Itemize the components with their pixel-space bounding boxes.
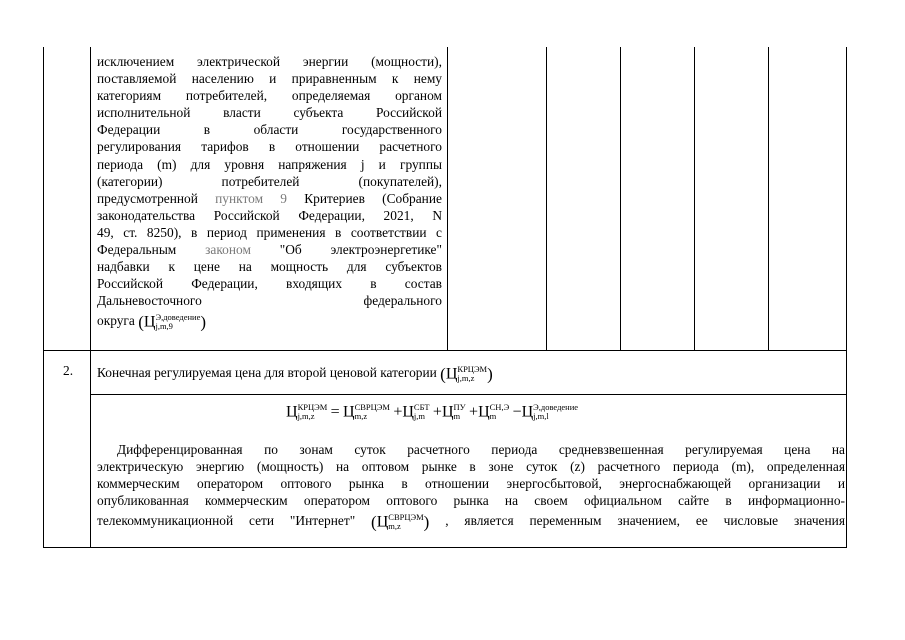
column-divider bbox=[447, 47, 448, 350]
text-fragment: округа bbox=[97, 313, 135, 329]
text-line: категориям потребителей, определяемая органом bbox=[97, 88, 442, 104]
formula-indices bbox=[457, 365, 487, 383]
formula-subscript: m,z bbox=[388, 521, 401, 532]
formula-superscript: СВРЦЭМ bbox=[354, 401, 390, 412]
text-line: регулирования тарифов в отношении расчетного bbox=[97, 139, 442, 155]
table-border-right bbox=[846, 47, 847, 548]
price-symbol: Ц bbox=[343, 403, 355, 421]
text-line: (категории) потребителей (покупателей), bbox=[97, 173, 442, 189]
row1-description bbox=[97, 53, 442, 331]
row-divider bbox=[43, 350, 847, 351]
formula-paren: ) bbox=[487, 364, 493, 384]
formula-operator: + bbox=[469, 403, 479, 421]
formula-superscript: СБТ bbox=[413, 401, 430, 412]
formula-indices bbox=[533, 403, 578, 421]
formula-indices bbox=[388, 513, 423, 531]
row2-title bbox=[97, 364, 797, 383]
criteria-clause-link[interactable]: пунктом 9 bbox=[215, 190, 287, 206]
formula-superscript: Э,доведение bbox=[155, 312, 201, 323]
formula-operator: − bbox=[512, 403, 522, 421]
formula-subscript: m bbox=[453, 410, 461, 421]
formula-indices bbox=[298, 403, 328, 421]
formula-subscript: m,z bbox=[354, 410, 368, 421]
text-line bbox=[97, 241, 442, 258]
formula-paren: ( bbox=[138, 312, 144, 332]
formula-indices bbox=[355, 403, 390, 421]
text-fragment: Конечная регулируемая цена для второй ценовой категории bbox=[97, 365, 437, 380]
federal-law-link[interactable]: законом bbox=[205, 242, 251, 258]
text-line bbox=[97, 312, 442, 331]
text-line: опубликованная коммерческим оператором оптового рынка на своем официальном сайте в информационно- bbox=[97, 493, 845, 509]
row-number: 2. bbox=[63, 363, 74, 378]
formula-superscript: Э,доведение bbox=[533, 401, 579, 412]
column-divider bbox=[620, 47, 621, 350]
table-border-left bbox=[43, 47, 44, 548]
text-line: 49, ст. 8250), в период применения в соответствии с bbox=[97, 224, 442, 240]
column-divider bbox=[694, 47, 695, 350]
formula-superscript: СН,Э bbox=[489, 401, 510, 412]
formula-subscript: j,m,9 bbox=[155, 321, 173, 332]
text-line bbox=[97, 190, 442, 207]
price-symbol: Ц bbox=[521, 403, 534, 421]
table-border-bottom bbox=[43, 547, 847, 548]
price-symbol: Ц bbox=[376, 513, 389, 531]
text-fragment: , является переменным значением, ее числовые значения bbox=[445, 513, 845, 529]
row-divider bbox=[90, 394, 847, 395]
formula-operator: = bbox=[330, 403, 340, 421]
text-line: электрическую энергию (мощность) на оптовом рынке в зоне суток (z) расчетного периода (m), определенная bbox=[97, 459, 845, 475]
explanation-paragraph bbox=[97, 441, 845, 531]
text-line: Дифференцированная по зонам суток расчетного периода средневзвешенная регулируемая цена на bbox=[117, 442, 845, 457]
formula-subscript: j,m bbox=[413, 410, 426, 421]
formula-indices bbox=[490, 403, 510, 421]
text-fragment: Федеральным bbox=[97, 242, 177, 258]
formula-operator: + bbox=[393, 403, 403, 421]
formula-subscript: m bbox=[489, 410, 497, 421]
price-symbol: Ц bbox=[478, 403, 490, 421]
text-line: законодательства Российской Федерации, 2021, N bbox=[97, 207, 442, 223]
price-symbol: Ц bbox=[286, 403, 298, 421]
formula-superscript: СВРЦЭМ bbox=[388, 512, 424, 523]
text-fragment: телекоммуникационной сети "Интернет" bbox=[97, 513, 356, 529]
formula-subscript: j,m,l bbox=[533, 410, 549, 421]
text-line: исполнительной власти субъекта Российской bbox=[97, 105, 442, 121]
column-divider bbox=[768, 47, 769, 350]
formula-superscript: КРЦЭМ bbox=[457, 363, 488, 374]
column-divider bbox=[90, 47, 91, 548]
text-fragment: Критериев (Собрание bbox=[304, 190, 442, 206]
price-symbol: Ц bbox=[441, 403, 454, 421]
text-fragment: "Об электроэнергетике" bbox=[279, 242, 442, 258]
formula-subscript: j,m,z bbox=[457, 372, 475, 383]
price-symbol: Ц bbox=[143, 313, 156, 331]
formula-indices bbox=[155, 313, 200, 331]
text-fragment: предусмотренной bbox=[97, 190, 198, 206]
formula-paren: ( bbox=[371, 512, 377, 532]
price-formula bbox=[286, 402, 686, 421]
formula-paren: ( bbox=[440, 364, 446, 384]
text-line: исключением электрической энергии (мощности), bbox=[97, 54, 442, 69]
text-line: Федерации в области государственного bbox=[97, 122, 442, 138]
price-symbol: Ц bbox=[402, 403, 414, 421]
price-symbol: Ц bbox=[445, 365, 458, 383]
text-line: надбавки к цене на мощность для субъектов bbox=[97, 259, 442, 275]
text-line: поставляемой населению и приравненным к нему bbox=[97, 71, 442, 87]
formula-superscript: КРЦЭМ bbox=[297, 401, 328, 412]
formula-subscript: j,m,z bbox=[297, 410, 315, 421]
text-line: коммерческим оператором оптового рынка в отношении энергосбытовой, энергоснабжающей организации и bbox=[97, 476, 845, 492]
column-divider bbox=[546, 47, 547, 350]
text-line bbox=[97, 512, 845, 531]
formula-superscript: ПУ bbox=[453, 401, 466, 412]
text-line: периода (m) для уровня напряжения j и группы bbox=[97, 156, 442, 172]
text-line: Дальневосточного федерального bbox=[97, 293, 442, 309]
formula-paren: ) bbox=[423, 512, 430, 532]
formula-indices bbox=[414, 403, 430, 421]
text-line: Российской Федерации, входящих в состав bbox=[97, 276, 442, 292]
formula-operator: + bbox=[432, 403, 442, 421]
formula-indices bbox=[454, 403, 466, 421]
formula-paren: ) bbox=[200, 312, 207, 332]
